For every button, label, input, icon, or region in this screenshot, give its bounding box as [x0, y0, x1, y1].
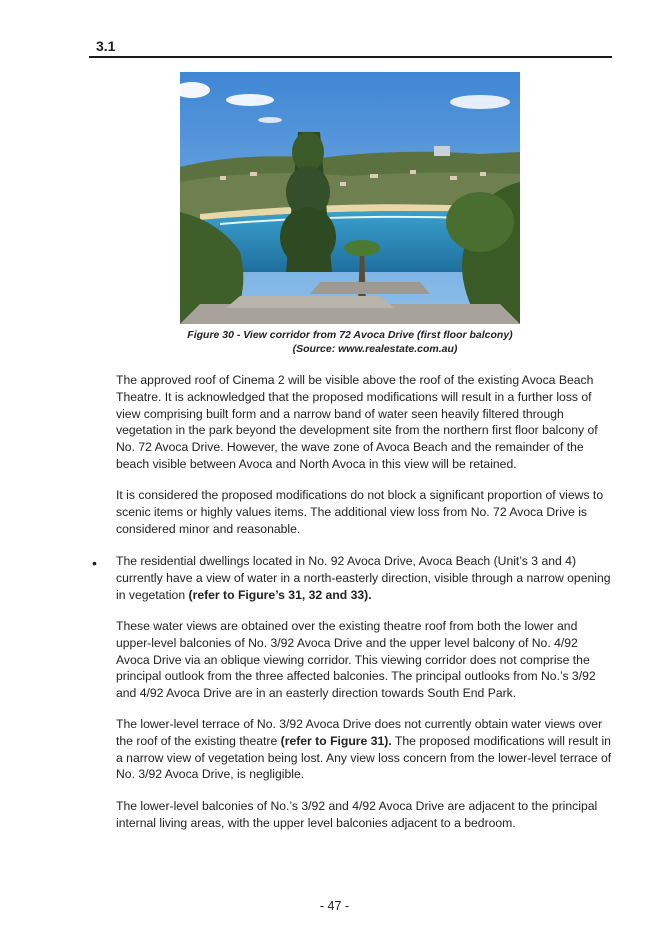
beach-view-photo	[180, 72, 520, 324]
sub-paragraph-2-text: The lower-level terrace of No. 3/92 Avoca Drive does not currently obtain water views over the roof of the existing theatre	[116, 717, 603, 748]
paragraph-2-text: It is considered the proposed modifications do not block a significant proportion of views to scenic items or highly values items. The additional view loss from No. 72 Avoca Drive is considered minor and reasonable.	[116, 488, 604, 536]
sub-paragraph-2-bold-reference: (refer to Figure 31).	[280, 733, 392, 748]
figure-photo	[180, 72, 520, 324]
figure-caption	[180, 328, 520, 356]
paragraph-1	[116, 372, 612, 473]
paragraph-2	[116, 487, 612, 537]
sub-paragraph-2	[116, 716, 612, 783]
figure-caption-source: (Source: www.realestate.com.au)	[292, 343, 458, 355]
section-number: 3.1	[96, 38, 116, 54]
bullet-marker: •	[92, 555, 97, 571]
sub-paragraph-2-text-after: The proposed modifications will result in a narrow view of vegetation being lost. Any view loss concern from the lower-level terrace of No. 3/92 Avoca Drive, is negligible.	[116, 733, 612, 782]
bullet-bold-reference: (refer to Figure’s 31, 32 and 33).	[188, 587, 372, 602]
sub-paragraph-1	[116, 618, 612, 702]
page-number: - 47 -	[319, 899, 350, 913]
figure-caption-title: Figure 30 - View corridor from 72 Avoca Drive (first floor balcony)	[187, 329, 513, 341]
sub-paragraph-3-text: The lower-level balconies of No.’s 3/92 and 4/92 Avoca Drive are adjacent to the principal internal living areas, with the upper level balconies adjacent to a bedroom.	[116, 799, 598, 830]
sub-paragraph-1-text: These water views are obtained over the existing theatre roof from both the lower and upper-level balconies of No. 3/92 Avoca Drive and the upper level balcony of No. 4/92 Avoca Drive via an oblique viewing corridor. This viewing corridor does not comprise the principal outlook from the three affected balconies. The principal outlooks from No.’s 3/92 and 4/92 Avoca Drive are in an easterly direction towards South End Park.	[116, 619, 596, 701]
bullet-item	[116, 553, 612, 603]
paragraph-1-text: The approved roof of Cinema 2 will be visible above the roof of the existing Avoca Beach Theatre. It is acknowledged that the proposed modifications will result in a further loss of view comprising built form and a narrow band of water seen heavily filtered through vegetation in the park beyond the development site from the northern first floor balcony of No. 72 Avoca Drive. However, the wave zone of Avoca Beach and the remainder of the beach visible between Avoca and North Avoca in this view will be retained.	[116, 373, 598, 471]
bullet-text: The residential dwellings located in No. 92 Avoca Drive, Avoca Beach (Unit’s 3 and 4) currently have a view of water in a north-easterly direction, visible through a narrow opening in vegetation	[116, 554, 611, 602]
page-header	[89, 34, 612, 58]
sub-paragraph-3	[116, 798, 612, 832]
